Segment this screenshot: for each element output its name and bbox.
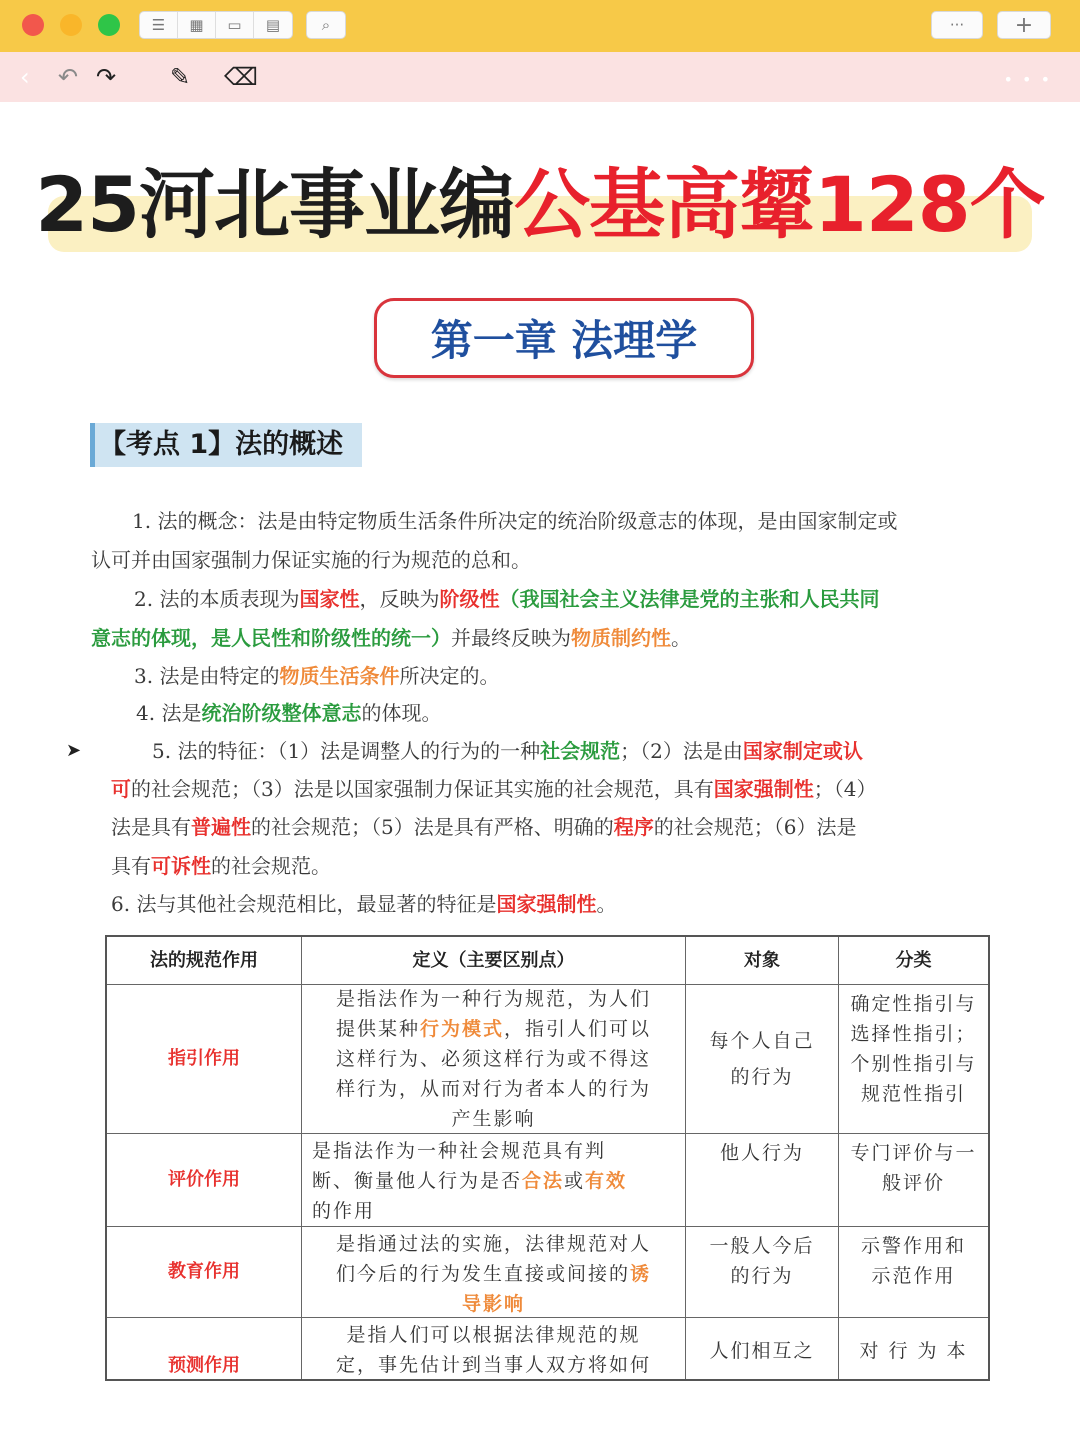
text: 的社会规范。 xyxy=(211,854,331,878)
highlight: 可诉性 xyxy=(151,854,211,878)
text: 并最终反映为 xyxy=(451,626,571,650)
close-window-button[interactable] xyxy=(22,14,44,36)
highlight: 有效 xyxy=(585,1170,628,1192)
definition-cell xyxy=(302,1318,686,1381)
definition-cell xyxy=(302,1227,686,1317)
highlight: 社会规范 xyxy=(540,739,621,763)
highlight: 程序 xyxy=(613,815,654,839)
row-label: 评价作用 xyxy=(107,1134,302,1226)
category-cell: 示警作用和 示范作用 xyxy=(860,1235,966,1287)
def-line: 是指法作为一种社会规范具有判 xyxy=(312,1140,607,1162)
table-row xyxy=(107,1227,988,1318)
table-row xyxy=(107,985,988,1134)
category-cell: 对 行 为 本 xyxy=(859,1339,968,1362)
definition-cell xyxy=(302,1134,686,1226)
row-label: 预测作用 xyxy=(107,1318,302,1381)
text: ，指引人们可以 xyxy=(504,1018,652,1040)
def-line: 导影响 xyxy=(461,1293,525,1315)
text: 提供某种 xyxy=(335,1018,420,1040)
highlight: 诱 xyxy=(630,1263,652,1285)
page-title xyxy=(0,150,1080,260)
item-5-line-2 xyxy=(111,770,876,808)
text: 的社会规范；（5）法是具有严格、明确的 xyxy=(251,815,614,839)
view-mode-segment xyxy=(139,11,293,39)
item-4 xyxy=(136,694,441,732)
row-label: 教育作用 xyxy=(107,1227,302,1317)
title-black: 25河北事业编 xyxy=(35,160,515,249)
search-segment xyxy=(306,11,346,39)
text: 的社会规范；（6）法是 xyxy=(653,815,857,839)
item-2-line-1 xyxy=(134,580,879,618)
def-line: 是指人们可以根据法律规范的规 xyxy=(346,1324,641,1346)
pen-icon[interactable]: ✎ xyxy=(170,63,191,91)
def-line xyxy=(312,1166,627,1196)
text: 。 xyxy=(671,626,691,650)
add-segment xyxy=(997,11,1051,39)
text: 所决定的。 xyxy=(399,664,500,688)
text: 3. 法是由特定的 xyxy=(134,664,280,688)
table-row xyxy=(107,1318,988,1381)
search-icon[interactable]: ⌕ xyxy=(321,16,331,34)
text: 们今后的行为发生直接或间接的 xyxy=(335,1263,630,1285)
highlight: 统治阶级整体意志 xyxy=(201,701,362,725)
item-6 xyxy=(111,885,616,923)
def-line: 的作用 xyxy=(312,1200,376,1222)
annotation-toolbar xyxy=(0,52,1080,102)
highlight: 意志的体现，是人民性和阶级性的统一） xyxy=(91,626,451,650)
def-line: 定，事先估计到当事人双方将如何 xyxy=(335,1354,651,1376)
row-label: 指引作用 xyxy=(107,985,302,1133)
item-5-line-3 xyxy=(111,808,856,846)
category-cell: 专门评价与一 般评价 xyxy=(850,1142,977,1194)
text: 的社会规范；（3）法是以国家强制力保证其实施的社会规范，具有 xyxy=(131,777,714,801)
def-line xyxy=(336,1259,651,1289)
highlight: 物质生活条件 xyxy=(279,664,400,688)
book-view-icon[interactable]: ▭ xyxy=(216,12,254,38)
page-options-icon[interactable]: • • • xyxy=(1003,70,1052,89)
more-segment xyxy=(931,11,983,39)
list-view-icon[interactable]: ☰ xyxy=(140,12,178,38)
table-row xyxy=(107,1134,988,1227)
highlight: 物质制约性 xyxy=(571,626,671,650)
title-red: 公基高颦128个 xyxy=(514,160,1045,249)
def-line: 这样行为、必须这样行为或不得这 xyxy=(335,1048,651,1070)
item-2-line-2 xyxy=(91,619,691,657)
text: 或 xyxy=(564,1170,586,1192)
text: 6. 法与其他社会规范相比，最显著的特征是 xyxy=(111,892,497,916)
bullet-arrow-icon: ➤ xyxy=(66,740,82,761)
highlight: 合法 xyxy=(522,1170,565,1192)
object-cell: 每个人自己 的行为 xyxy=(686,985,839,1133)
chapter-badge: 第一章 法理学 xyxy=(374,298,754,378)
undo-icon[interactable]: ↶ xyxy=(58,63,79,91)
highlight: 国家强制性 xyxy=(496,892,597,916)
zoom-window-button[interactable] xyxy=(98,14,120,36)
more-options-icon[interactable]: ··· xyxy=(949,16,965,34)
text: ，反映为 xyxy=(359,587,440,611)
text: 4. 法是 xyxy=(136,701,202,725)
text: 2. 法的本质表现为 xyxy=(134,587,300,611)
def-line: 是指通过法的实施，法律规范对人 xyxy=(335,1233,651,1255)
text: 法是具有 xyxy=(111,815,191,839)
calendar-view-icon[interactable]: ▤ xyxy=(265,16,281,34)
table-header-cell: 法的规范作用 xyxy=(107,937,302,984)
definition-cell xyxy=(302,985,686,1133)
item-1-line-1: 1. 法的概念：法是由特定物质生活条件所决定的统治阶级意志的体现，是由国家制定或 xyxy=(132,509,898,533)
item-3 xyxy=(134,657,499,695)
highlight: 普遍性 xyxy=(191,815,251,839)
norm-function-table xyxy=(105,935,990,1381)
add-icon[interactable]: + xyxy=(1014,12,1034,38)
object-cell: 一般人今后 的行为 xyxy=(686,1227,839,1317)
section-heading: 【考点 1】法的概述 xyxy=(90,423,362,467)
table-header-cell: 分类 xyxy=(895,949,932,971)
text: 具有 xyxy=(111,854,151,878)
highlight: （我国社会主义法律是党的主张和人民共同 xyxy=(499,587,880,611)
item-1-line-2: 认可并由国家强制力保证实施的行为规范的总和。 xyxy=(91,548,531,572)
text: 。 xyxy=(596,892,617,916)
highlight: 阶级性 xyxy=(439,587,500,611)
highlight: 行为模式 xyxy=(419,1018,504,1040)
highlight: 可 xyxy=(111,777,131,801)
table-header-cell: 定义（主要区别点） xyxy=(302,937,686,984)
redo-icon[interactable]: ↷ xyxy=(96,63,117,91)
def-line: 样行为，从而对行为者本人的行为 xyxy=(335,1078,651,1100)
def-line xyxy=(336,1014,651,1044)
table-header-cell: 对象 xyxy=(686,937,839,984)
category-cell: 确定性指引与 选择性指引； 个别性指引与 规范性指引 xyxy=(850,993,977,1105)
def-line: 产生影响 xyxy=(451,1108,536,1130)
item-5-line-1 xyxy=(152,732,863,770)
object-cell: 他人行为 xyxy=(686,1134,839,1226)
text: 5. 法的特征：（1）法是调整人的行为的一种 xyxy=(152,739,541,763)
def-line: 是指法作为一种行为规范，为人们 xyxy=(335,988,651,1010)
object-cell: 人们相互之 xyxy=(686,1318,839,1381)
highlight: 国家性 xyxy=(299,587,360,611)
text: 的体现。 xyxy=(361,701,442,725)
text: ；（2）法是由 xyxy=(620,739,743,763)
item-5-line-4 xyxy=(111,847,331,885)
grid-view-icon[interactable]: ▦ xyxy=(178,12,216,38)
text: ；（4） xyxy=(813,777,877,801)
highlight: 国家强制性 xyxy=(713,777,814,801)
back-icon[interactable]: ‹ xyxy=(20,63,30,91)
table-header-row xyxy=(107,937,988,985)
minimize-window-button[interactable] xyxy=(60,14,82,36)
text: 断、衡量他人行为是否 xyxy=(312,1170,523,1192)
eraser-icon[interactable]: ⌫ xyxy=(224,63,258,91)
highlight: 国家制定或认 xyxy=(742,739,863,763)
title-bar xyxy=(0,0,1080,52)
